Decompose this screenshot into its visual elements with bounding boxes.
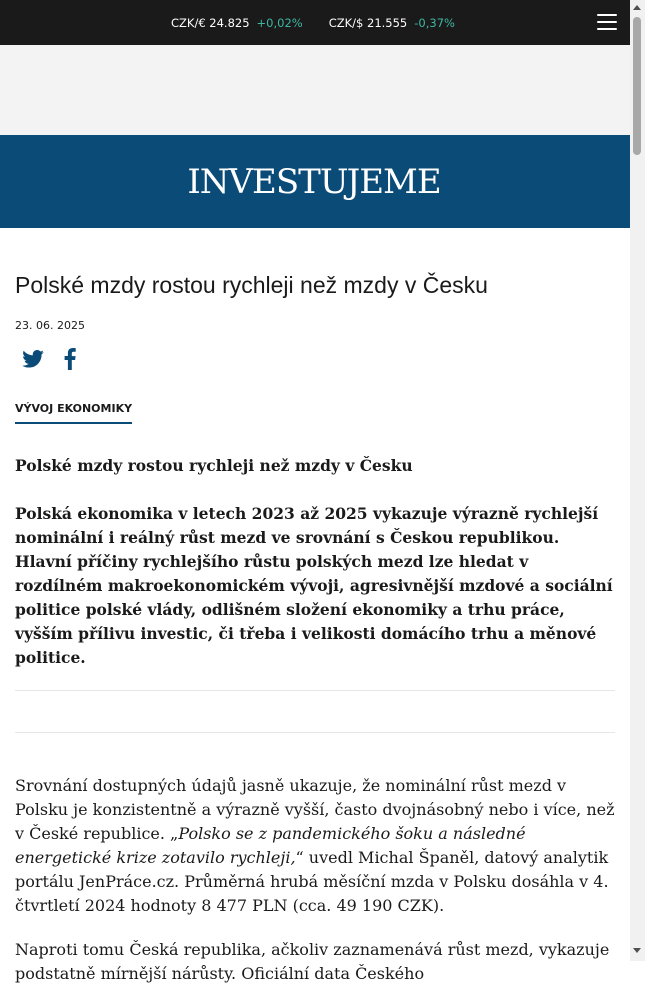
ticker-item-eur (171, 16, 303, 30)
facebook-share-button[interactable] (64, 348, 76, 370)
paragraph-text: “ uvedl Michal Španěl, datový analytik portálu JenPráce.cz. Průměrná hrubá měsíční mzda v Polsku dosáhla v 4. čtvrtletí 2024 hodnoty 8 477 PLN (cca. 49 190 CZK). (15, 848, 609, 915)
brand-header[interactable] (0, 135, 630, 228)
scroll-up-arrow-icon[interactable] (633, 5, 641, 10)
share-buttons (22, 348, 615, 370)
article-date: 23. 06. 2025 (15, 319, 85, 332)
article-title: Polské mzdy rostou rychleji než mzdy v Česku (15, 272, 488, 298)
hamburger-menu-icon[interactable] (597, 14, 617, 30)
scroll-down-arrow-icon[interactable] (633, 948, 641, 953)
divider (15, 690, 615, 691)
facebook-icon (64, 348, 76, 370)
paragraph-text: Srovnání dostupných údajů jasně ukazuje, že nominální růst mezd v Polsku je konzistentně a výrazně vyšší, často dvojnásobný nebo i více, než v České republice. „ (15, 776, 615, 843)
ticker-change: +0,02% (256, 15, 303, 30)
quote: Polsko se z pandemického šoku a následné energetické krize zotavilo rychleji, (15, 824, 526, 867)
twitter-icon (22, 350, 44, 368)
ticker-label: CZK/€ 24.825 (171, 15, 250, 30)
ticker-change: -0,37% (414, 15, 455, 30)
ticker-label: CZK/$ 21.555 (328, 15, 408, 30)
ticker-item-usd (329, 16, 455, 30)
scrollbar[interactable] (630, 0, 645, 961)
category-tag[interactable]: VÝVOJ EKONOMIKY (15, 402, 132, 424)
article (0, 270, 630, 986)
article-paragraph: Naproti tomu Česká republika, ačkoliv zaznamenává růst mezd, vykazuje podstatně mírnější nárůsty. Oficiální data Českého (15, 940, 610, 983)
article-paragraph (15, 774, 615, 918)
perex-body: Polská ekonomika v letech 2023 až 2025 vykazuje výrazně rychlejší nominální i reálný růst mezd ve srovnání s Českou republikou. Hlavní příčiny rychlejšího růstu polských mezd lze hledat v rozdílném makroekonomickém vývoji, agresivnější mzdové a sociální politice polské vlády, odlišném složení ekonomiky a trhu práce, vyšším přílivu investic, či třeba i velikosti domácího trhu a měnové politice. (15, 504, 613, 667)
divider (15, 732, 615, 733)
perex-title: Polské mzdy rostou rychleji než mzdy v Česku (15, 456, 413, 475)
currency-ticker (0, 0, 630, 45)
twitter-share-button[interactable] (22, 350, 44, 368)
site-logo[interactable]: INVESTUJEME (187, 161, 441, 202)
ad-placeholder (0, 45, 630, 135)
scroll-thumb[interactable] (633, 17, 641, 155)
